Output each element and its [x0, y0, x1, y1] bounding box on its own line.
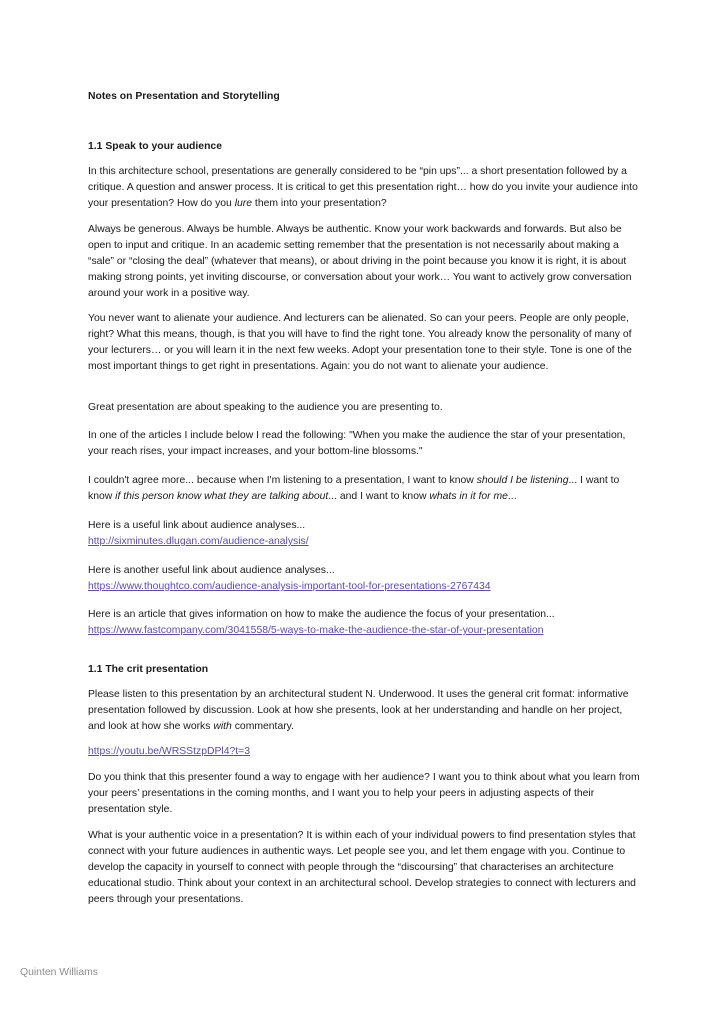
link-block-thoughtco	[88, 563, 640, 595]
video-link-block	[88, 744, 640, 760]
link-intro-text: Here is another useful link about audience analyses...	[88, 565, 335, 576]
link-block-fastcompany	[88, 607, 640, 639]
paragraph	[88, 828, 640, 908]
paragraph-text: What is your authentic voice in a presentation? It is within each of your individual powers to find presentation styles that connect with your future audiences in authentic ways. Let people see you, and let them engage with you. Continue to develop the capacity in yourself to connect with people through the “discoursing” that characterises an architecture educational studio. Think about your context in an architectural school. Develop strategies to connect with lecturers and peers through your presentations.	[88, 830, 636, 905]
fastcompany-link[interactable]: https://www.fastcompany.com/3041558/5-ways-to-make-the-audience-the-star-of-your-presentation	[88, 625, 544, 636]
paragraph	[88, 164, 640, 212]
emphasis-text: with	[213, 721, 232, 732]
paragraph	[88, 770, 640, 818]
section-heading-speak-to-audience	[88, 139, 640, 155]
emphasis-text: whats in it for me	[429, 491, 508, 502]
paragraph	[88, 687, 640, 735]
emphasis-text: should I be listening	[476, 475, 569, 486]
section-heading-text: 1.1 Speak to your audience	[88, 141, 222, 152]
paragraph-text: ... I want to know	[88, 475, 620, 502]
paragraph-text: I couldn't agree more... because when I'm listening to a presentation, I want to know	[88, 475, 477, 486]
paragraph-text: Great presentation are about speaking to the audience you are presenting to.	[88, 402, 443, 413]
paragraph-text: In this architecture school, presentations are generally considered to be “pin ups”... a short presentation followed by a critique. A question and answer process. It is critical to get this presentation right… how do you invite your audience into your presentation? How do you	[88, 166, 638, 209]
section-heading-text: 1.1 The crit presentation	[88, 664, 209, 675]
link-block-audience-analysis	[88, 518, 640, 550]
link-intro-text: Here is an article that gives information on how to make the audience the focus of your presentation...	[88, 609, 555, 620]
paragraph-text: In one of the articles I include below I read the following: "When you make the audience the star of your presentation, your reach rises, your impact increases, and your bottom-line blossoms."	[88, 430, 626, 457]
emphasis-text: lure	[234, 198, 253, 209]
paragraph-text: Do you think that this presenter found a way to engage with her audience? I want you to think about what you learn from your peers’ presentations in the coming months, and I want you to help your peers in adjusting aspects of their presentation style.	[88, 772, 640, 815]
document-title: Notes on Presentation and Storytelling	[88, 91, 280, 102]
paragraph	[88, 400, 640, 416]
paragraph-text: Please listen to this presentation by an architectural student N. Underwood. It uses the general crit format: informative presentation followed by discussion. Look at how she presents, look at her understanding and handle on her project, and look at how she works	[88, 689, 629, 732]
page-footer-author: Quinten Williams	[20, 967, 98, 978]
paragraph-text: ...	[507, 491, 517, 502]
link-intro-text: Here is a useful link about audience analyses...	[88, 520, 306, 531]
thoughtco-link[interactable]: https://www.thoughtco.com/audience-analysis-important-tool-for-presentations-2767434	[88, 581, 491, 592]
paragraph	[88, 311, 640, 375]
paragraph-text: Always be generous. Always be humble. Always be authentic. Know your work backwards and forwards. But also be open to input and critique. In an academic setting remember that the presentation is not necessarily about making a “sale” or “closing the deal” (whatever that means), or about driving in the point because you know it is right, it is about making strong points, yet inviting discourse, or conversation about your work… You want to actively grow conversation around your work in a positive way.	[88, 224, 632, 299]
section-heading-crit-presentation	[88, 662, 640, 678]
paragraph	[88, 473, 640, 505]
paragraph-text: them into your presentation?	[252, 198, 387, 209]
paragraph-quote	[88, 428, 640, 460]
audience-analysis-link[interactable]: http://sixminutes.dlugan.com/audience-analysis/	[88, 536, 309, 547]
paragraph-text: You never want to alienate your audience. And lecturers can be alienated. So can your peers. People are only people, right? What this means, though, is that you will have to find the right tone. You already know the personality of many of your lecturers… or you will learn it in the next few weeks. Adopt your presentation tone to their style. Tone is one of the most important things to get right in presentations. Again: you do not want to alienate your audience.	[88, 313, 632, 372]
paragraph	[88, 222, 640, 302]
youtube-video-link[interactable]: https://youtu.be/WRSStzpDPl4?t=3	[88, 746, 251, 757]
emphasis-text: if this person know what they are talking about	[115, 491, 329, 502]
paragraph-text: commentary.	[231, 721, 294, 732]
paragraph-text: ... and I want to know	[328, 491, 430, 502]
